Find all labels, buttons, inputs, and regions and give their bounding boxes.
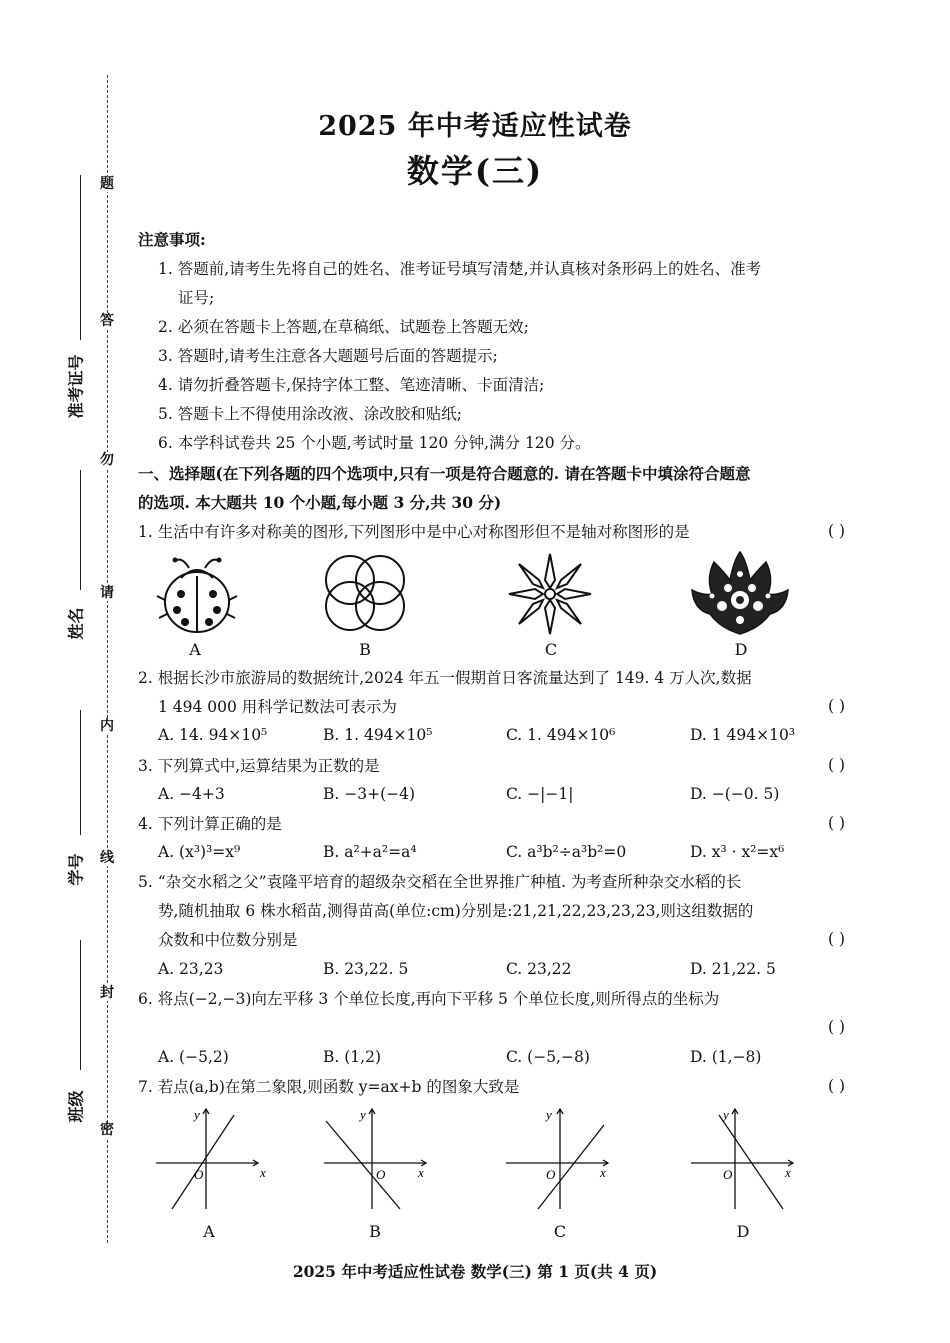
figure-label-d: D — [734, 640, 748, 659]
option-a[interactable]: A. (−5,2) — [158, 1048, 229, 1066]
option-a[interactable]: A. 14. 94×10⁵ — [158, 726, 268, 744]
origin-label: O — [194, 1167, 204, 1182]
answer-paren[interactable]: ( ) — [828, 1077, 846, 1095]
answer-paren[interactable]: ( ) — [828, 697, 846, 715]
question-1-text: 1. 生活中有许多对称美的图形,下列图形中是中心对称图形但不是轴对称图形的是 — [138, 523, 690, 541]
origin-label: O — [723, 1167, 733, 1182]
graph-label-b: B — [369, 1222, 381, 1241]
exam-title: 2025 年中考适应性试卷 — [318, 111, 632, 142]
question-5-text-cont: 势,随机抽取 6 株水稻苗,测得苗高(单位:cm)分别是:21,21,22,23,23,23,则这组数据的 — [158, 902, 754, 920]
answer-paren[interactable]: ( ) — [828, 930, 846, 948]
snowflake-figure — [505, 550, 595, 638]
question-3-text: 3. 下列算式中,运算结果为正数的是 — [138, 757, 380, 775]
class-blank[interactable] — [80, 940, 81, 1070]
option-b[interactable]: B. (1,2) — [323, 1048, 381, 1066]
option-c[interactable]: C. (−5,−8) — [506, 1048, 590, 1066]
option-d[interactable]: D. (1,−8) — [690, 1048, 762, 1066]
seal-char: 答 — [100, 313, 114, 329]
section-heading: 一、选择题(在下列各题的四个选项中,只有一项是符合题意的. 请在答题卡中填涂符合题意 — [138, 464, 751, 483]
figure-label-b: B — [359, 640, 371, 659]
option-c[interactable]: C. 1. 494×10⁶ — [506, 726, 616, 744]
graph-b — [318, 1105, 438, 1215]
seal-line — [107, 75, 108, 1243]
option-d[interactable]: D. −(−0. 5) — [690, 785, 780, 803]
section-heading-cont: 的选项. 本大题共 10 个小题,每小题 3 分,共 30 分) — [138, 493, 502, 512]
seal-char: 线 — [100, 850, 114, 866]
seal-char: 题 — [100, 176, 114, 192]
seal-char: 勿 — [100, 452, 114, 468]
seal-char: 密 — [100, 1122, 114, 1138]
four-circles-figure — [318, 550, 413, 635]
answer-paren[interactable]: ( ) — [828, 814, 846, 832]
papercut-flower-figure — [690, 550, 790, 638]
student-number-blank[interactable] — [80, 710, 81, 835]
question-2-text-cont: 1 494 000 用科学记数法可表示为 — [158, 698, 397, 716]
answer-paren[interactable]: ( ) — [828, 756, 846, 774]
question-2-text: 2. 根据长沙市旅游局的数据统计,2024 年五一假期首日客流量达到了 149. 4 万人次,数据 — [138, 669, 752, 687]
option-c[interactable]: C. 23,22 — [506, 960, 572, 978]
graph-d — [685, 1105, 805, 1215]
class-label: 班级 — [66, 1090, 86, 1123]
note-item: 4. 请勿折叠答题卡,保持字体工整、笔迹清晰、卡面清洁; — [158, 376, 545, 394]
exam-subtitle: 数学(三) — [406, 152, 544, 190]
graph-label-d: D — [736, 1222, 750, 1241]
name-label: 姓名 — [66, 607, 86, 640]
ticket-number-blank[interactable] — [80, 175, 81, 340]
option-d[interactable]: D. x³ · x²=x⁶ — [690, 843, 785, 861]
note-item: 3. 答题时,请考生注意各大题题号后面的答题提示; — [158, 347, 498, 365]
note-item: 1. 答题前,请考生先将自己的姓名、准考证号填写清楚,并认真核对条形码上的姓名、准考 — [158, 260, 762, 278]
option-b[interactable]: B. 23,22. 5 — [323, 960, 409, 978]
seal-char: 封 — [100, 985, 114, 1001]
origin-label: O — [546, 1167, 556, 1182]
question-5-text-cont: 众数和中位数分别是 — [158, 931, 298, 949]
option-d[interactable]: D. 1 494×10³ — [690, 726, 796, 744]
question-5-text: 5. “杂交水稻之父”袁隆平培育的超级杂交稻在全世界推广种植. 为考查所种杂交水稻的长 — [138, 873, 742, 891]
answer-paren[interactable]: ( ) — [828, 1018, 846, 1036]
question-6-text: 6. 将点(−2,−3)向左平移 3 个单位长度,再向下平移 5 个单位长度,则所得点的坐标为 — [138, 990, 720, 1008]
figure-label-a: A — [189, 640, 201, 659]
origin-label: O — [376, 1167, 386, 1182]
option-b[interactable]: B. a²+a²=a⁴ — [323, 843, 417, 861]
option-a[interactable]: A. (x³)³=x⁹ — [158, 843, 241, 861]
student-number-label: 学号 — [66, 853, 86, 886]
note-item: 证号; — [178, 289, 215, 307]
answer-paren[interactable]: ( ) — [828, 522, 846, 540]
axis-y-label: y — [723, 1107, 729, 1122]
question-4-text: 4. 下列计算正确的是 — [138, 815, 282, 833]
axis-y-label: y — [360, 1107, 366, 1122]
option-b[interactable]: B. −3+(−4) — [323, 785, 416, 803]
option-d[interactable]: D. 21,22. 5 — [690, 960, 776, 978]
question-7-text: 7. 若点(a,b)在第二象限,则函数 y=ax+b 的图象大致是 — [138, 1078, 520, 1096]
ladybug-figure — [155, 552, 240, 637]
seal-char: 请 — [100, 585, 114, 601]
page-footer: 2025 年中考适应性试卷 数学(三) 第 1 页(共 4 页) — [292, 1262, 658, 1281]
axis-x-label: x — [785, 1165, 791, 1180]
graph-label-c: C — [553, 1222, 567, 1241]
axis-y-label: y — [546, 1107, 552, 1122]
axis-x-label: x — [418, 1165, 424, 1180]
graph-label-a: A — [203, 1222, 215, 1241]
option-a[interactable]: A. −4+3 — [158, 785, 225, 803]
figure-label-c: C — [544, 640, 558, 659]
graph-c — [500, 1105, 620, 1215]
graph-a — [150, 1105, 270, 1215]
note-item: 5. 答题卡上不得使用涂改液、涂改胶和贴纸; — [158, 405, 462, 423]
note-item: 2. 必须在答题卡上答题,在草稿纸、试题卷上答题无效; — [158, 318, 529, 336]
option-c[interactable]: C. −|−1| — [506, 785, 574, 803]
axis-x-label: x — [600, 1165, 606, 1180]
seal-char: 内 — [100, 718, 114, 734]
axis-x-label: x — [260, 1165, 266, 1180]
notes-heading: 注意事项: — [138, 230, 206, 249]
option-a[interactable]: A. 23,23 — [158, 960, 224, 978]
note-item: 6. 本学科试卷共 25 个小题,考试时量 120 分钟,满分 120 分。 — [158, 434, 591, 452]
axis-y-label: y — [194, 1107, 200, 1122]
option-c[interactable]: C. a³b²÷a³b²=0 — [506, 843, 627, 861]
ticket-number-label: 准考证号 — [66, 354, 86, 419]
option-b[interactable]: B. 1. 494×10⁵ — [323, 726, 433, 744]
name-blank[interactable] — [80, 470, 81, 590]
